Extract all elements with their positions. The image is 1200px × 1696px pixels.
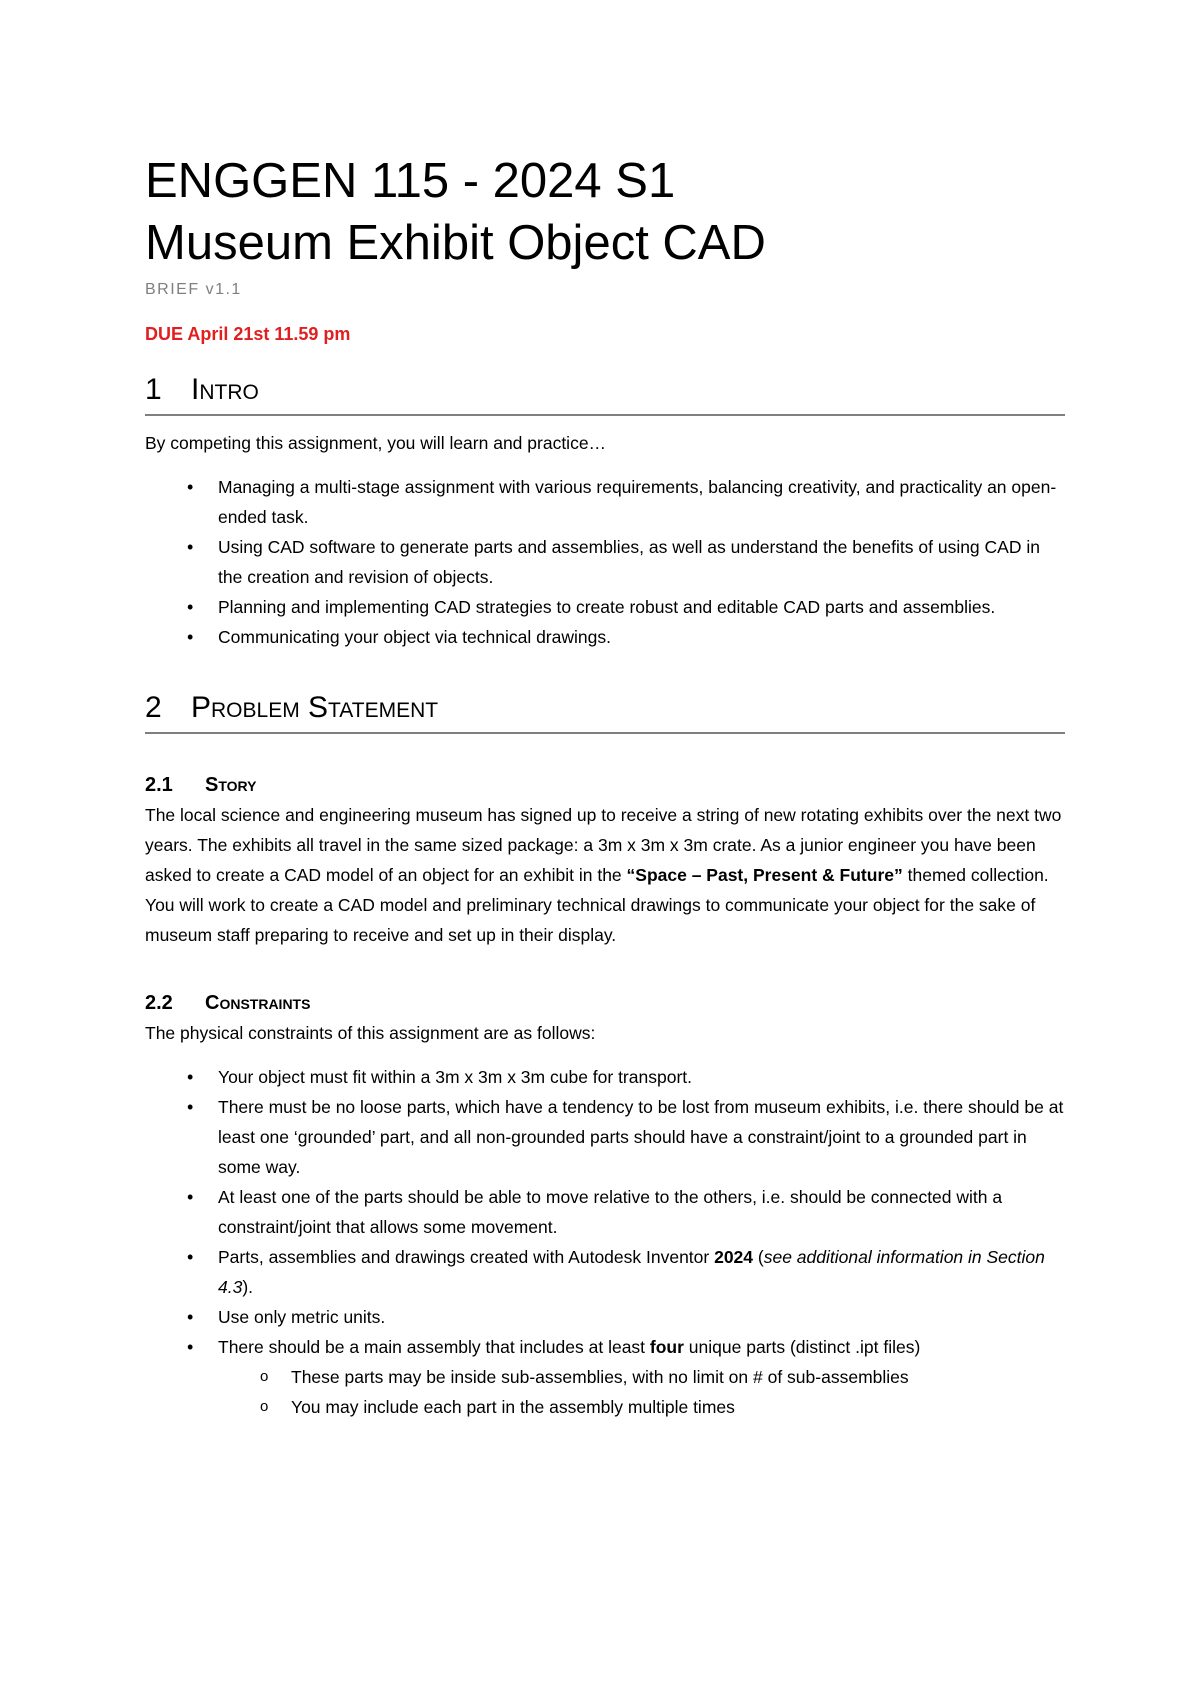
list-item: • Your object must fit within a 3m x 3m x 3m cube for transport.: [145, 1062, 1065, 1092]
sub-list-item: o You may include each part in the assembly multiple times: [145, 1392, 1065, 1422]
list-item: • Using CAD software to generate parts and assemblies, as well as understand the benefits of using CAD in the creation and revision of objects.: [145, 532, 1065, 592]
list-item-text: ).: [242, 1277, 254, 1297]
list-item: • There must be no loose parts, which have a tendency to be lost from museum exhibits, i.e. there should be at least one ‘grounded’ part, and all non-grounded parts should have a constraint/joint to a grounded part in some way.: [145, 1092, 1065, 1182]
list-item-text: Parts, assemblies and drawings created with Autodesk Inventor: [218, 1247, 715, 1267]
list-item: • Use only metric units.: [145, 1302, 1065, 1332]
section-title: Intro: [191, 373, 259, 406]
subsection-number: 2.2: [145, 992, 173, 1014]
story-text-continued: themed collection. You will work to create a CAD model and preliminary technical drawings to communicate your object for the sake of museum staff preparing to receive and set up in their display.: [145, 865, 1049, 945]
list-item: • Communicating your object via technical drawings.: [145, 622, 1065, 652]
section-number: 2: [145, 691, 162, 724]
list-item-text: There should be a main assembly that includes at least: [218, 1337, 650, 1357]
intro-paragraph: By competing this assignment, you will learn and practice…: [145, 433, 607, 453]
section-number: 1: [145, 373, 162, 406]
subsection-heading-constraints: [145, 990, 1065, 1016]
list-item: [145, 1332, 1065, 1422]
due-date: DUE April 21st 11.59 pm: [145, 324, 351, 344]
list-item: • At least one of the parts should be able to move relative to the others, i.e. should be connected with a constraint/joint that allows some movement.: [145, 1182, 1065, 1242]
story-text: The local science and engineering museum has signed up to receive a string of new rotating exhibits over the next two years. The exhibits all travel in the same sized package: a 3m x 3m x 3m crate. As a junior engineer you have been asked to create a CAD model of an object for an exhibit in the: [145, 805, 1062, 885]
sub-list-item: o These parts may be inside sub-assemblies, with no limit on # of sub-assemblies: [145, 1362, 1065, 1392]
section-reference: see additional information in Section 4.3: [218, 1247, 1045, 1297]
list-item: [145, 1242, 1065, 1302]
list-item-text: (: [753, 1247, 764, 1267]
subsection-number: 2.1: [145, 774, 173, 796]
list-item: • Planning and implementing CAD strategies to create robust and editable CAD parts and assemblies.: [145, 592, 1065, 622]
subsection-heading-story: [145, 772, 1065, 798]
section-heading-intro: [145, 370, 1065, 416]
collection-name: “Space – Past, Present & Future”: [626, 865, 903, 885]
section-heading-problem-statement: [145, 688, 1065, 734]
part-count: four: [649, 1337, 684, 1357]
title-project: Museum Exhibit Object CAD: [145, 216, 766, 270]
list-item-text: unique parts (distinct .ipt files): [683, 1337, 921, 1357]
sub-list: [145, 1362, 1065, 1422]
document-title: [145, 150, 1065, 274]
list-item: • Managing a multi-stage assignment with various requirements, balancing creativity, and practicality an open-ended task.: [145, 472, 1065, 532]
subsection-title: Constraints: [205, 992, 311, 1014]
learning-outcomes-list: [145, 472, 1065, 652]
story-paragraph: [145, 800, 1065, 950]
title-course: ENGGEN 115 - 2024 S1: [145, 154, 676, 208]
constraints-intro: The physical constraints of this assignment are as follows:: [145, 1023, 596, 1043]
inventor-version: 2024: [714, 1247, 754, 1267]
brief-version: BRIEF v1.1: [145, 281, 242, 298]
subsection-title: Story: [205, 774, 257, 796]
constraints-list: [145, 1062, 1065, 1422]
section-title: Problem Statement: [191, 691, 439, 724]
document-page: [145, 150, 1065, 1422]
